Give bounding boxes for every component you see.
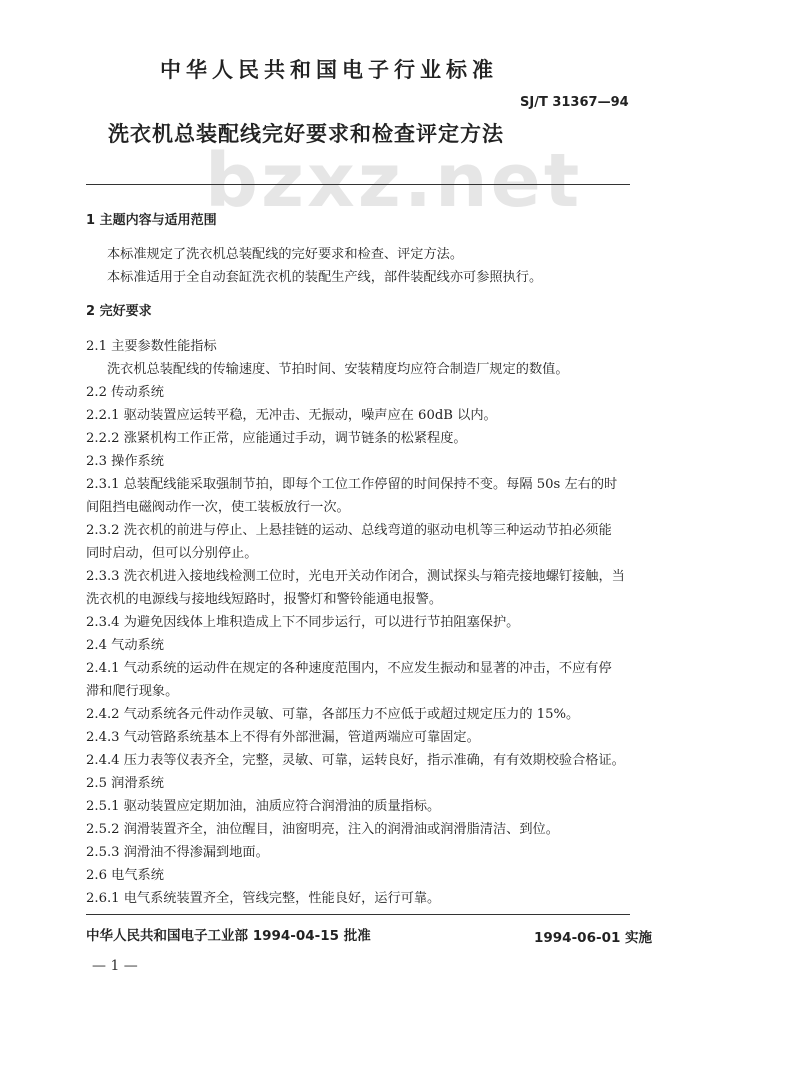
- clause-2-3-2: 2.3.2 洗衣机的前进与停止、上悬挂链的运动、总线弯道的驱动电机等三种运动节拍必须能: [86, 523, 612, 538]
- paragraph: 本标准适用于全自动套缸洗衣机的装配生产线，部件装配线亦可参照执行。: [107, 270, 543, 285]
- clause-2-5-2: 2.5.2 润滑装置齐全，油位醒目，油窗明亮，注入的润滑油或润滑脂清洁、到位。: [86, 822, 559, 837]
- clause-2-5-3: 2.5.3 润滑油不得渗漏到地面。: [86, 845, 269, 860]
- clause-2-4-1-cont: 滞和爬行现象。: [86, 684, 179, 699]
- implementation-date: 1994-06-01 实施: [534, 930, 653, 946]
- clause-2-2-1: 2.2.1 驱动装置应运转平稳，无冲击、无振动，噪声应在 60dB 以内。: [86, 408, 497, 423]
- page-number: — 1 —: [92, 958, 138, 974]
- section-2-heading: 2 完好要求: [86, 304, 152, 319]
- clause-2-4-4: 2.4.4 压力表等仪表齐全，完整，灵敏、可靠，运转良好，指示准确，有有效期校验合格证。: [86, 753, 625, 768]
- clause-2-2-2: 2.2.2 涨紧机构工作正常，应能通过手动，调节链条的松紧程度。: [86, 431, 467, 446]
- clause-2-4-3: 2.4.3 气动管路系统基本上不得有外部泄漏，管道两端应可靠固定。: [86, 730, 480, 745]
- footer-divider: [86, 914, 630, 915]
- clause-2-2: 2.2 传动系统: [86, 385, 164, 400]
- clause-2-3-3: 2.3.3 洗衣机进入接地线检测工位时，光电开关动作闭合，测试探头与箱壳接地螺钉接触，当: [86, 569, 625, 584]
- clause-2-3-1-cont: 间阻挡电磁阀动作一次，使工装板放行一次。: [86, 500, 350, 515]
- clause-2-5-1: 2.5.1 驱动装置应定期加油，油质应符合润滑油的质量指标。: [86, 799, 441, 814]
- clause-2-5: 2.5 润滑系统: [86, 776, 164, 791]
- standard-code: SJ/T 31367—94: [520, 95, 629, 110]
- paragraph: 洗衣机总装配线的传输速度、节拍时间、安装精度均应符合制造厂规定的数值。: [107, 362, 569, 377]
- clause-2-3-4: 2.3.4 为避免因线体上堆积造成上下不同步运行，可以进行节拍阻塞保护。: [86, 615, 520, 630]
- clause-2-1: 2.1 主要参数性能指标: [86, 339, 217, 354]
- clause-2-3-2-cont: 同时启动，但可以分别停止。: [86, 546, 258, 561]
- approval-date: 中华人民共和国电子工业部 1994-04-15 批准: [86, 928, 371, 944]
- document-title: 洗衣机总装配线完好要求和检查评定方法: [108, 122, 504, 146]
- section-1-heading: 1 主题内容与适用范围: [86, 213, 217, 228]
- title-divider: [86, 184, 630, 185]
- standard-org-heading: 中华人民共和国电子行业标准: [160, 58, 498, 82]
- clause-2-3: 2.3 操作系统: [86, 454, 164, 469]
- clause-2-6-1: 2.6.1 电气系统装置齐全，管线完整，性能良好，运行可靠。: [86, 891, 441, 906]
- clause-2-4-1: 2.4.1 气动系统的运动件在规定的各种速度范围内，不应发生振动和显著的冲击，不应有停: [86, 661, 612, 676]
- clause-2-3-1: 2.3.1 总装配线能采取强制节拍，即每个工位工作停留的时间保持不变。每隔 50s 左右的时: [86, 477, 618, 492]
- paragraph: 本标准规定了洗衣机总装配线的完好要求和检查、评定方法。: [107, 247, 464, 262]
- watermark: bzxz.net: [205, 138, 583, 224]
- clause-2-4-2: 2.4.2 气动系统各元件动作灵敏、可靠，各部压力不应低于或超过规定压力的 15%。: [86, 707, 580, 722]
- clause-2-4: 2.4 气动系统: [86, 638, 164, 653]
- clause-2-6: 2.6 电气系统: [86, 868, 164, 883]
- clause-2-3-3-cont: 洗衣机的电源线与接地线短路时，报警灯和警铃能通电报警。: [86, 592, 443, 607]
